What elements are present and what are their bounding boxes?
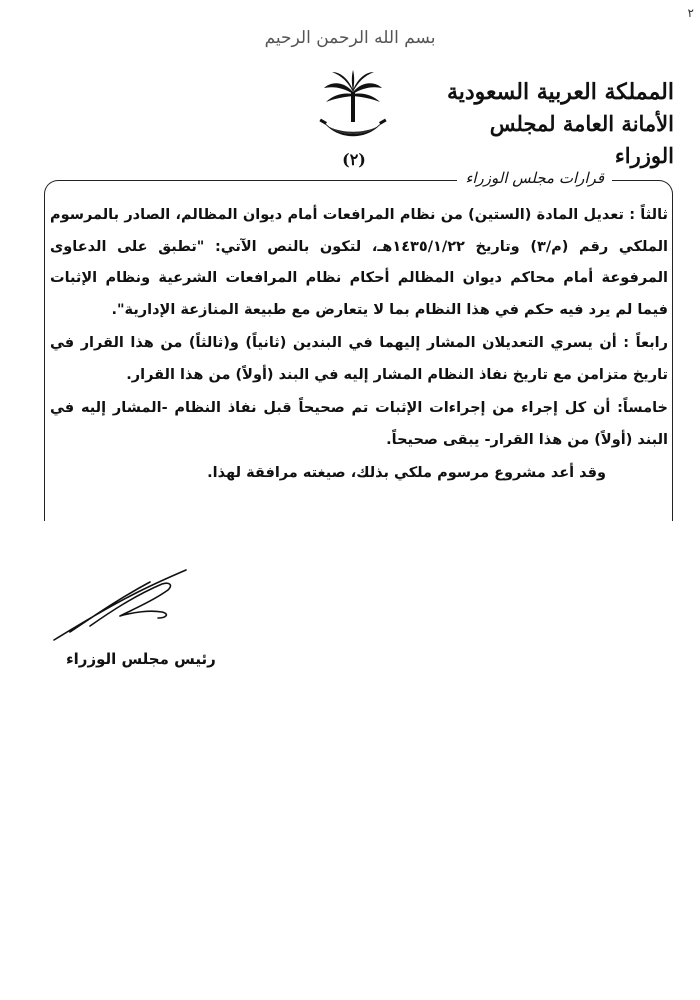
org-name-line1: المملكة العربية السعودية (446, 79, 674, 105)
clause-fifth (50, 393, 668, 456)
org-name-line2: الأمانة العامة لمجلس الوزراء (489, 111, 674, 168)
clause-label: خامساً: (617, 400, 668, 416)
clause-fourth (50, 328, 668, 391)
corner-mark: ٢ (687, 6, 694, 20)
frame-label: قرارات مجلس الوزراء (457, 169, 612, 187)
signatory-title: رئيس مجلس الوزراء (66, 650, 216, 668)
closing-statement: وقد أعد مشروع مرسوم ملكي بذلك، صيغته مرافقة لهذا. (207, 465, 606, 481)
clause-label: رابعاً : (623, 335, 668, 351)
basmala: بسم الله الرحمن الرحيم (264, 28, 436, 48)
clause-text: تعديل المادة (الستين) من نظام المرافعات أمام ديوان المظالم، الصادر بالمرسوم الملكي رقم (م/٣) وتاريخ ١٤٣٥/١/٢٢هـ، لتكون بالنص الآتي: "تطبق على الدعاوى المرفوعة أمام محاكم ديوان المظالم أحكام نظام المرافعات الشرعية ونظام الإثبات فيما لم يرد فيه حكم في هذا النظام بما لا يتعارض مع طبيعة المنازعة الإدارية". (50, 207, 668, 318)
handwritten-signature (50, 566, 190, 644)
saudi-emblem-icon (318, 70, 388, 150)
clause-text: أن يسري التعديلان المشار إليهما في البندين (ثانياً) و(ثالثاً) من هذا القرار في تاريخ متزامن مع تاريخ نفاذ النظام المشار إليه في البند (أولاً) من هذا القرار. (50, 335, 668, 383)
page-number: (٢) (342, 150, 366, 169)
clause-third (50, 200, 668, 326)
clause-label: ثالثاً : (629, 207, 668, 223)
organization-header (434, 76, 674, 172)
decision-body (50, 200, 668, 490)
clause-text: أن كل إجراء من إجراءات الإثبات تم صحيحاً قبل نفاذ النظام -المشار إليه في البند (أولاً) من هذا القرار- يبقى صحيحاً. (50, 400, 668, 448)
